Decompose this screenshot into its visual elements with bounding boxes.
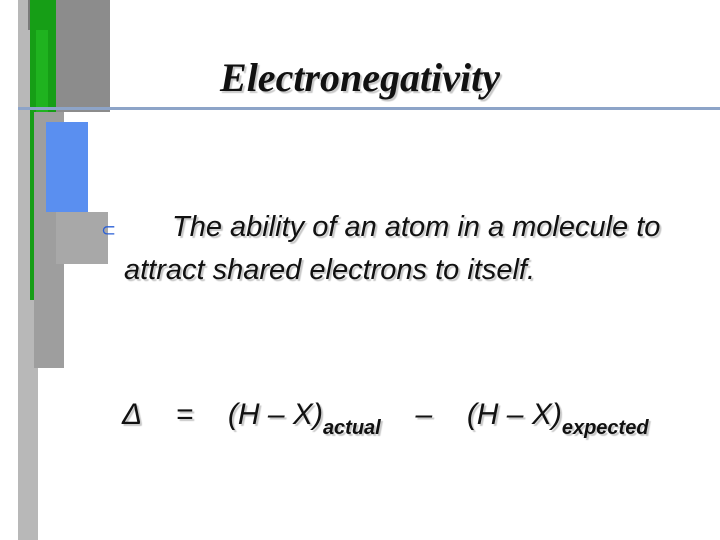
decorative-block-blue xyxy=(46,122,88,212)
subscript-actual: actual xyxy=(322,417,381,439)
equals-sign: = xyxy=(175,398,194,431)
title-underline xyxy=(18,107,720,110)
term-expected: (H – X) xyxy=(466,398,562,431)
slide-title: Electronegativity xyxy=(220,55,500,100)
term-actual: (H – X) xyxy=(227,398,323,431)
delta-symbol: Δ xyxy=(122,398,142,431)
minus-sign: – xyxy=(415,398,433,431)
bullet-arrow-icon: ⊂ xyxy=(101,220,117,241)
electronegativity-equation xyxy=(122,398,649,439)
bullet-text: The ability of an atom in a molecule to attract shared electrons to itself. xyxy=(124,211,661,286)
subscript-expected: expected xyxy=(561,417,649,439)
